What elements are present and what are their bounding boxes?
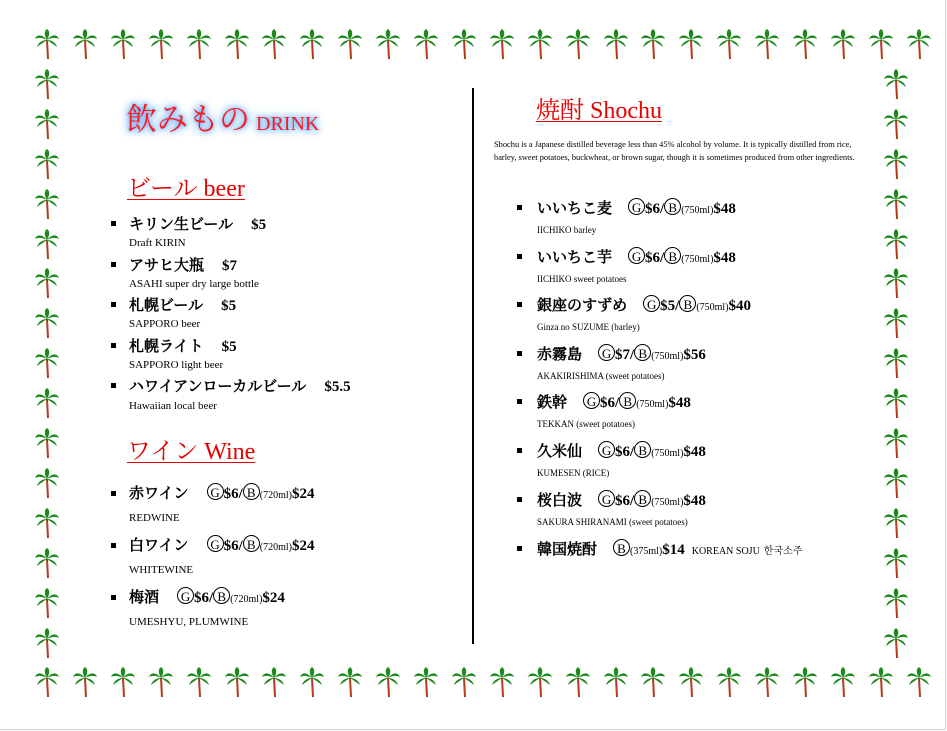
glass-mark: G [207,535,224,552]
palm-tree-icon [883,627,909,659]
glass-price: $6/ [600,395,620,411]
glass-price: $6/ [223,538,243,554]
palm-tree-icon [883,228,909,260]
bullet [517,205,522,210]
item-desc: REDWINE [129,512,180,524]
item-desc: SAPPORO beer [129,318,201,330]
palm-tree-icon [883,547,909,579]
palm-tree-icon [830,666,856,698]
palm-tree-icon [603,28,629,60]
shochu-item-korean [537,538,802,559]
bottle-price: $24 [291,538,315,554]
item-price: $5 [221,339,237,355]
palm-tree-icon [413,28,439,60]
wine-heading: ワイン Wine [127,439,256,465]
beer-item [129,213,266,234]
beer-heading: ビール beer [127,176,245,202]
palm-tree-icon [34,68,60,100]
palm-tree-icon [883,188,909,220]
item-name: 鉄幹 [537,395,568,411]
bullet [111,221,116,226]
item-desc: SAPPORO light beer [129,359,224,371]
item-name: 赤霧島 [537,347,583,363]
item-desc: UMESHYU, PLUMWINE [129,616,249,628]
item-name: 久米仙 [537,444,583,460]
palm-tree-icon [830,28,856,60]
item-desc: WHITEWINE [129,564,194,576]
item-name: 韓国焼酎 [537,542,598,558]
drink-title [126,94,319,139]
bullet [111,343,116,348]
palm-tree-icon [678,28,704,60]
bottle-mark: B [664,198,681,215]
palm-tree-icon [413,666,439,698]
palm-tree-icon [640,28,666,60]
palm-tree-icon [792,666,818,698]
bottle-size: (750ml) [696,302,729,313]
bottle-size: (750ml) [651,351,684,362]
glass-price: $6/ [615,444,635,460]
item-name: 札幌ビール [129,298,204,314]
palm-tree-icon [640,666,666,698]
glass-mark: G [643,295,660,312]
bottle-mark: B [613,539,630,556]
palm-tree-icon [186,666,212,698]
bottle-mark: B [634,441,651,458]
item-name: いいちこ芋 [537,250,613,266]
palm-tree-icon [883,108,909,140]
bullet [111,543,116,548]
bottle-price: $48 [683,493,706,509]
item-name: アサヒ大瓶 [129,258,205,274]
palm-tree-icon [34,467,60,499]
palm-tree-icon [34,627,60,659]
palm-tree-icon [34,267,60,299]
bottle-price: $48 [713,250,736,266]
palm-tree-icon [754,28,780,60]
palm-tree-icon [34,188,60,220]
bullet [517,351,522,356]
korean-label-en: KOREAN SOJU [691,546,760,557]
shochu-item [537,440,706,461]
palm-tree-icon [110,28,136,60]
beer-item [129,335,237,356]
glass-price: $6/ [615,493,635,509]
palm-tree-icon [883,148,909,180]
item-price: $7 [222,258,238,274]
bullet [517,497,522,502]
item-name: 札幌ライト [129,339,204,355]
bottle-price: $48 [683,444,706,460]
palm-tree-icon [603,666,629,698]
palm-tree-icon [110,666,136,698]
glass-price: $6/ [194,590,214,606]
glass-price: $6/ [645,250,665,266]
palm-tree-icon [792,28,818,60]
bullet [517,448,522,453]
palm-tree-icon [261,666,287,698]
palm-tree-icon [527,666,553,698]
item-name: 白ワイン [129,538,189,554]
item-name: 桜白波 [537,493,583,509]
item-price: $5 [251,217,267,233]
bottle-size: (750ml) [681,205,714,216]
palm-tree-icon [883,507,909,539]
item-name: ハワイアンローカルビール [129,379,307,395]
bottle-size: (375ml) [630,546,663,557]
palm-tree-icon [716,666,742,698]
item-name: キリン生ビール [129,217,234,233]
shochu-item [537,246,736,267]
palm-tree-icon [868,666,894,698]
palm-tree-icon [34,347,60,379]
palm-tree-icon [375,28,401,60]
palm-tree-icon [34,547,60,579]
palm-tree-icon [883,387,909,419]
bottle-mark: B [679,295,696,312]
palm-tree-icon [34,108,60,140]
bottle-mark: B [664,247,681,264]
bottle-price: $40 [728,298,752,314]
bottle-price: $14 [662,542,685,558]
item-name: 梅酒 [129,590,160,606]
palm-tree-icon [34,427,60,459]
bottle-price: $24 [291,486,315,502]
glass-mark: G [583,392,600,409]
bullet [517,399,522,404]
column-divider [472,88,474,644]
drink-title-jp: 飲みもの [126,102,250,137]
bottle-mark: B [634,490,651,507]
palm-tree-icon [148,666,174,698]
item-price: $5 [221,298,237,314]
glass-price: $7/ [615,347,635,363]
palm-tree-icon [883,267,909,299]
palm-tree-icon [34,387,60,419]
bottle-mark: B [243,535,260,552]
palm-tree-icon [299,28,325,60]
palm-tree-icon [883,587,909,619]
palm-tree-icon [337,666,363,698]
shochu-description: Shochu is a Japanese distilled beverage less than 45% alcohol by volume. It is typically distilled from rice, barley, sweet potatoes, buckwheat, or brown sugar, though it is sometimes produced from other ingredients. [494,140,855,162]
bullet [111,302,116,307]
bullet [111,595,116,600]
palm-tree-icon [451,666,477,698]
palm-tree-icon [716,28,742,60]
item-name: 銀座のすずめ [537,298,628,314]
wine-item [129,482,314,503]
palm-tree-icon [883,347,909,379]
shochu-item [537,343,706,364]
item-desc: KUMESEN (RICE) [537,468,610,478]
item-name: いいちこ麦 [537,201,613,217]
palm-tree-icon [148,28,174,60]
bottle-mark: B [213,587,230,604]
palm-tree-icon [868,28,894,60]
glass-mark: G [177,587,194,604]
bullet [111,491,116,496]
beer-item [129,294,236,315]
palm-tree-icon [72,28,98,60]
bottle-size: (720ml) [259,542,292,553]
palm-tree-icon [906,28,932,60]
bottle-size: (750ml) [681,254,714,265]
glass-price: $6/ [223,486,243,502]
item-desc: AKAKIRISHIMA (sweet potatoes) [537,371,665,381]
palm-tree-icon [34,507,60,539]
palm-tree-icon [883,307,909,339]
bottle-size: (750ml) [651,497,684,508]
item-desc: Ginza no SUZUME (barley) [537,322,640,332]
palm-tree-icon [72,666,98,698]
palm-tree-icon [337,28,363,60]
item-desc: IICHIKO sweet potatoes [537,274,627,284]
glass-mark: G [598,344,615,361]
glass-mark: G [598,490,615,507]
item-desc: ASAHI super dry large bottle [129,278,259,290]
item-desc: Draft KIRIN [129,237,186,249]
palm-tree-icon [754,666,780,698]
palm-tree-icon [224,28,250,60]
shochu-item [537,294,751,315]
korean-label-ko: 한국소주 [763,546,803,557]
glass-price: $5/ [660,298,680,314]
palm-tree-icon [34,666,60,698]
palm-tree-icon [489,28,515,60]
palm-tree-icon [186,28,212,60]
palm-tree-icon [678,666,704,698]
bottle-mark: B [634,344,651,361]
palm-tree-icon [883,68,909,100]
palm-tree-icon [34,228,60,260]
glass-mark: G [628,198,645,215]
item-price: $5.5 [324,379,351,395]
beer-item [129,375,351,396]
bottle-price: $48 [713,201,736,217]
bottle-size: (720ml) [230,594,263,605]
beer-item [129,254,237,275]
shochu-item [537,197,736,218]
bullet [517,302,522,307]
palm-tree-icon [565,28,591,60]
bullet [517,254,522,259]
palm-tree-icon [375,666,401,698]
bottle-size: (750ml) [636,399,669,410]
palm-tree-icon [883,467,909,499]
bottle-mark: B [619,392,636,409]
palm-tree-icon [906,666,932,698]
palm-tree-icon [489,666,515,698]
item-name: 赤ワイン [129,486,189,502]
shochu-heading: 焼酎 Shochu [536,98,662,124]
palm-tree-icon [224,666,250,698]
bullet [517,546,522,551]
bottle-price: $24 [262,590,285,606]
bottle-price: $56 [683,347,706,363]
glass-price: $6/ [645,201,665,217]
shochu-item [537,489,706,510]
wine-item [129,586,285,607]
bullet [111,383,116,388]
palm-tree-icon [34,148,60,180]
palm-tree-icon [527,28,553,60]
palm-tree-icon [565,666,591,698]
palm-tree-icon [451,28,477,60]
bottle-size: (720ml) [259,490,292,501]
drink-title-en: DRINK [256,113,320,135]
palm-tree-icon [883,427,909,459]
item-desc: IICHIKO barley [537,225,597,235]
palm-tree-icon [299,666,325,698]
glass-mark: G [628,247,645,264]
bottle-price: $48 [668,395,691,411]
item-desc: Hawaiian local beer [129,400,217,412]
glass-mark: G [207,483,224,500]
palm-tree-icon [34,28,60,60]
shochu-item [537,391,691,412]
palm-tree-icon [34,307,60,339]
item-desc: SAKURA SHIRANAMI (sweet potatoes) [537,517,688,527]
bottle-mark: B [243,483,260,500]
bottle-size: (750ml) [651,448,684,459]
wine-item [129,534,314,555]
palm-tree-icon [261,28,287,60]
item-desc: TEKKAN (sweet potatoes) [537,419,635,429]
palm-tree-icon [34,587,60,619]
glass-mark: G [598,441,615,458]
bullet [111,262,116,267]
